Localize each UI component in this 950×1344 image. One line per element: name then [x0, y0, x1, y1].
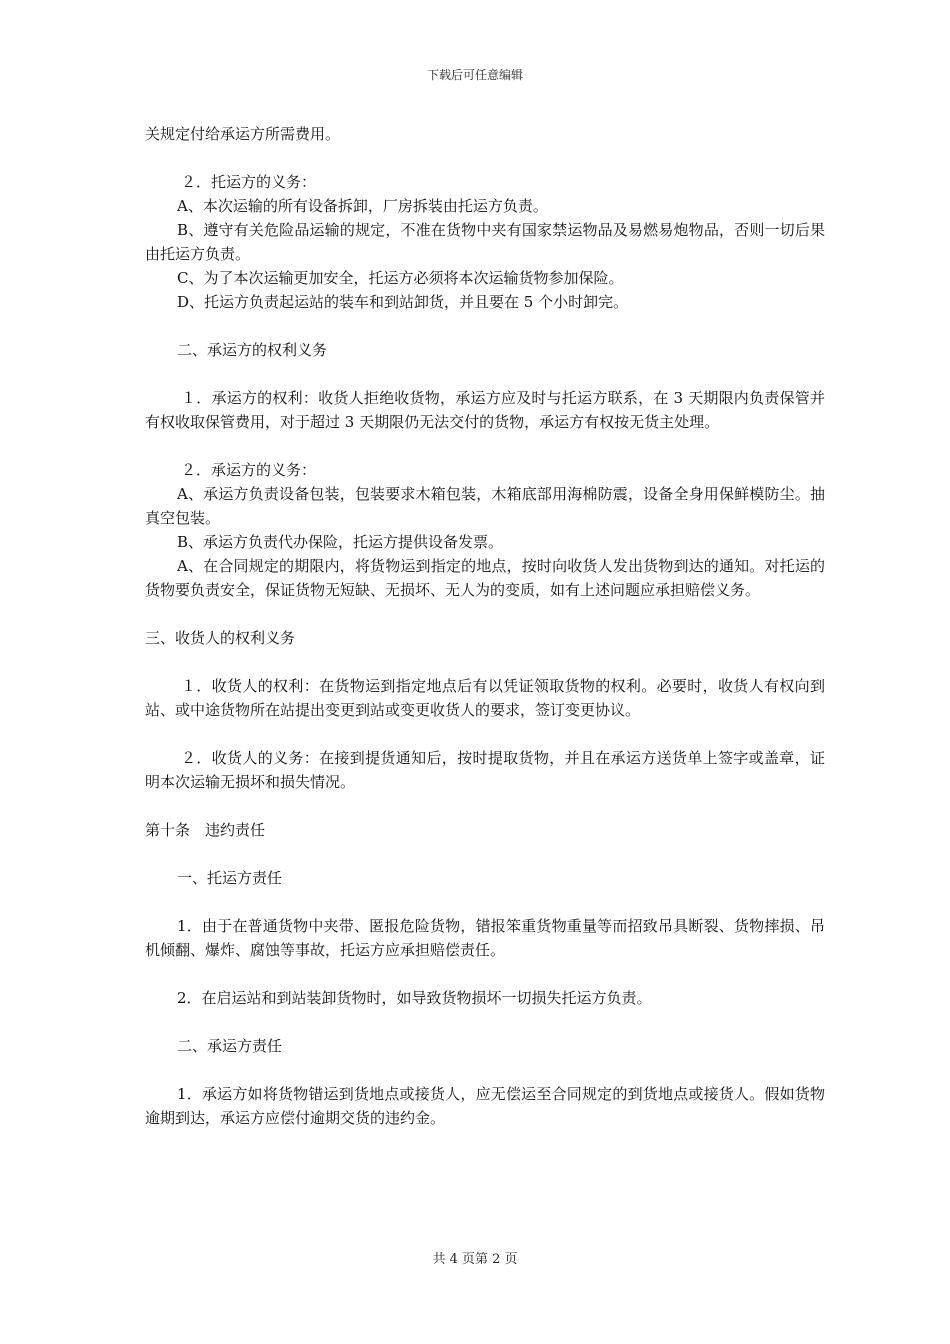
- paragraph: A、承运方负责设备包装，包装要求木箱包装，木箱底部用海棉防震，设备全身用保鲜模防尘。抽真空包装。: [145, 485, 825, 527]
- paragraph: B、承运方负责代办保险，托运方提供设备发票。: [177, 533, 504, 551]
- section-heading: 二、承运方的权利义务: [177, 341, 328, 359]
- blank-line: [145, 722, 825, 746]
- paragraph: １．收货人的权利：在货物运到指定地点后有以凭证领取货物的权利。必要时，收货人有权向到站、或中途货物所在站提出变更到站或变更收货人的要求，签订变更协议。: [145, 677, 825, 719]
- paragraph: 2．在启运站和到站装卸货物时，如导致货物损坏一切损失托运方负责。: [177, 989, 652, 1007]
- document-body: [145, 122, 825, 1130]
- paragraph: 关规定付给承运方所需费用。: [145, 125, 341, 143]
- page-footer: 共 4 页第 2 页: [432, 1252, 518, 1267]
- paragraph: １．承运方的权利：收货人拒绝收货物，承运方应及时与托运方联系，在 3 天期限内负责保管并有权收取保管费用，对于超过 3 天期限仍无法交付的货物，承运方有权按无货主处理。: [145, 389, 825, 431]
- blank-line: [145, 1058, 825, 1082]
- paragraph: ２．收货人的义务：在接到提货通知后，按时提取货物，并且在承运方送货单上签字或盖章，证明本次运输无损坏和损失情况。: [145, 749, 825, 791]
- paragraph: B、遵守有关危险品运输的规定，不准在货物中夹有国家禁运物品及易燃易炮物品，否则一切后果由托运方负责。: [145, 221, 825, 263]
- blank-line: [145, 650, 825, 674]
- paragraph: 1．由于在普通货物中夹带、匿报危险货物，错报笨重货物重量等而招致吊具断裂、货物摔损、吊机倾翻、爆炸、腐蚀等事故，托运方应承担赔偿责任。: [145, 917, 825, 959]
- section-heading: 三、收货人的权利义务: [145, 629, 296, 647]
- blank-line: [145, 602, 825, 626]
- section-heading: 二、承运方责任: [177, 1037, 283, 1055]
- paragraph: A、在合同规定的期限内，将货物运到指定的地点，按时向收货人发出货物到达的通知。对托运的货物要负责安全，保证货物无短缺、无损坏、无人为的变质，如有上述问题应承担赔偿义务。: [145, 557, 825, 599]
- blank-line: [145, 890, 825, 914]
- blank-line: [145, 434, 825, 458]
- blank-line: [145, 362, 825, 386]
- paragraph: ２．承运方的义务：: [181, 461, 317, 479]
- article-heading: 第十条 违约责任: [145, 821, 266, 839]
- paragraph: ２．托运方的义务：: [181, 173, 317, 191]
- section-heading: 一、托运方责任: [177, 869, 283, 887]
- blank-line: [145, 842, 825, 866]
- page-header: 下载后可任意编辑: [426, 68, 523, 82]
- blank-line: [145, 1010, 825, 1034]
- paragraph: 1．承运方如将货物错运到货地点或接货人，应无偿运至合同规定的到货地点或接货人。假如货物逾期到达，承运方应偿付逾期交货的违约金。: [145, 1085, 825, 1127]
- paragraph: A、本次运输的所有设备拆卸，厂房拆装由托运方负责。: [177, 197, 548, 215]
- blank-line: [145, 794, 825, 818]
- blank-line: [145, 314, 825, 338]
- blank-line: [145, 962, 825, 986]
- paragraph: D、托运方负责起运站的装车和到站卸货，并且要在 5 个小时卸完。: [177, 293, 629, 311]
- paragraph: C、为了本次运输更加安全，托运方必须将本次运输货物参加保险。: [177, 269, 624, 287]
- blank-line: [145, 146, 825, 170]
